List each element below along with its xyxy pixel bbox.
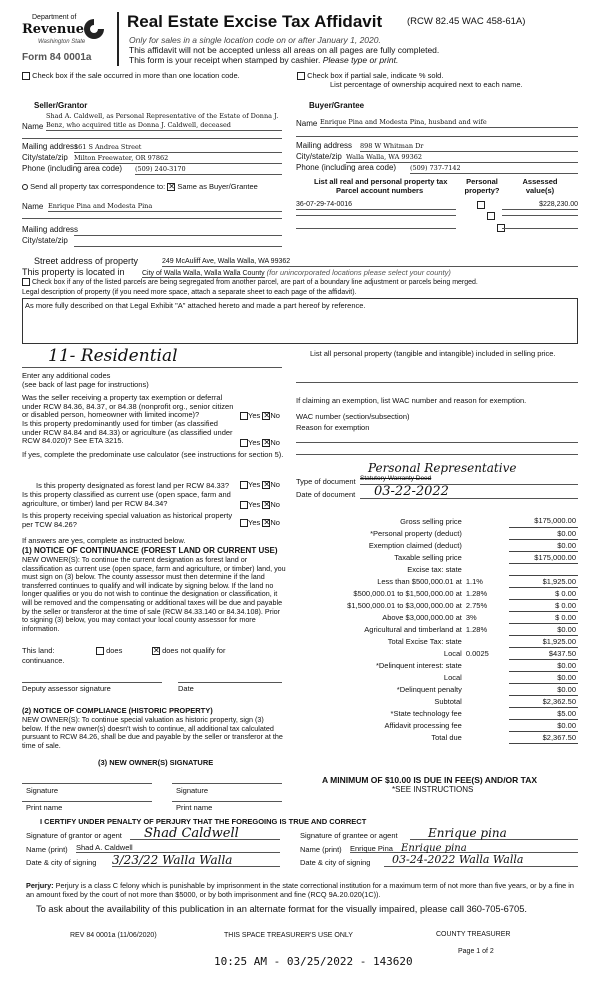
assessed-row-2[interactable]	[502, 215, 578, 216]
tax-row-label: Local	[443, 672, 462, 682]
seller-city-label: City/state/zip	[22, 153, 68, 162]
corr-name-label: Name	[22, 202, 44, 211]
tax-row-value[interactable]: $0.00	[509, 719, 578, 731]
page-number: Page 1 of 2	[458, 948, 494, 955]
tax-row-label: *State technology fee	[390, 708, 462, 718]
notice-1-body: NEW OWNER(S): To continue the current designation as forest land or classification as current use (open space, farm and agriculture, or timber) land, you must sign on (3) below. The county assessor must then determine if the land transferred continues to qualify and will indicate by signing below. If the land no longer qualifies or you do not wish to continue the designation or classification, it will be removed and the compensating or additional taxes will be due and payable by the seller or transferor at the time of sale (RCW 84.33.140 or 84.34.108). Prior to signing (3) below, you may contact your local county assessor for more information.	[22, 555, 286, 633]
state-label: Washington State	[38, 39, 86, 45]
personal-property-checkbox[interactable]	[477, 201, 485, 209]
tax-row	[296, 599, 578, 611]
question-2b: If yes, complete the predominate use calculator (see instructions for section 5).	[22, 450, 284, 459]
legal-label: Legal description of property (if you need more space, attach a separate sheet to each page of the affidavit).	[22, 289, 357, 296]
deputy-label: Deputy assessor signature	[22, 684, 111, 693]
corr-city-field[interactable]	[74, 236, 282, 247]
tax-row-label: Total due	[431, 732, 462, 742]
header-line-1: Only for sales in a single location code on or after January 1, 2020.	[129, 35, 381, 45]
tax-row-label: Total Excise Tax: state	[387, 636, 462, 646]
tax-row	[296, 527, 578, 539]
doc-type-label: Type of document	[296, 477, 356, 486]
sig-grantee-label: Signature of grantee or agent	[300, 831, 398, 840]
does-not-checkbox[interactable]	[152, 647, 160, 655]
personal-property-list: List all personal property (tangible and intangible) included in selling price.	[310, 349, 556, 358]
tax-row-label: Excise tax: state	[407, 564, 462, 574]
tax-row	[296, 563, 578, 575]
tax-row-label: Less than $500,000.01 at	[377, 576, 462, 586]
print-label-1: Print name	[26, 803, 63, 812]
tax-row-value[interactable]: $0.00	[509, 671, 578, 683]
assessed-value-field[interactable]: $228,230.00	[502, 199, 578, 210]
tax-row-label: Agricultural and timberland at	[364, 624, 462, 634]
parcel-header-2: Parcel account numbers	[336, 186, 424, 195]
print-name-line-2[interactable]	[172, 801, 282, 802]
tax-row	[296, 719, 578, 731]
checkbox[interactable]	[22, 184, 28, 190]
located-field[interactable]: City of Walla Walla, Walla Walla County (for unincorporated locations please select your county)	[142, 268, 451, 277]
land-cont: continuance.	[22, 656, 65, 665]
alt-format-text: To ask about the availability of this publication in an alternate format for the visually impaired, please call 360-705-6705.	[36, 904, 527, 914]
buyer-heading: Buyer/Grantee	[309, 101, 365, 110]
buyer-blank-line	[296, 136, 578, 137]
tax-row-label: Subtotal	[434, 696, 462, 706]
notice-3-title: (3) NEW OWNER(S) SIGNATURE	[98, 758, 214, 767]
tax-row-value[interactable]: $0.00	[509, 659, 578, 671]
segregated-row[interactable]: Check box if any of the listed parcels are being segregated from another parcel, are part of a boundary line adjustment or parcels being merged.	[22, 278, 478, 286]
corr-mail-label: Mailing address	[22, 225, 79, 234]
legal-description-box[interactable]: As more fully described on that Legal Exhibit "A" attached hereto and made a part hereof by reference.	[22, 298, 578, 344]
buyer-mail-field[interactable]: 898 W Whitman Dr	[360, 141, 578, 152]
reason-line-2[interactable]	[296, 454, 578, 455]
use-label-1: Enter any additional codes	[22, 371, 111, 380]
same-as-buyer-checkbox[interactable]	[167, 183, 175, 191]
q3-answers: Yes ✕ No	[240, 480, 280, 489]
seller-name-label: Name	[22, 122, 44, 131]
tax-row-rate: 1.28%	[465, 624, 488, 634]
doc-date-label: Date of document	[296, 490, 356, 499]
doc-type-field[interactable]: Statutory Warranty Deed	[360, 475, 578, 485]
tax-row-label: *Personal property (deduct)	[370, 528, 462, 538]
grantor-name-label: Name (print)	[26, 845, 68, 854]
swoosh-icon	[82, 17, 106, 39]
tax-row-rate	[464, 707, 509, 719]
land-not: ✕ does not qualify for	[152, 646, 225, 655]
located-label: This property is located in	[22, 267, 125, 277]
tax-row	[296, 515, 578, 527]
correspondence-row: Send all property tax correspondence to: ✕ Same as Buyer/Grantee	[22, 182, 258, 191]
agency-label: Revenue	[22, 22, 85, 37]
cashier-stamp: 10:25 AM - 03/25/2022 - 143620	[214, 955, 413, 968]
form-number: Form 84 0001a	[22, 52, 92, 63]
seller-name-line1: Shad A. Caldwell, as Personal Representative of the Estate of Donna J.	[46, 112, 279, 120]
tax-row-value[interactable]: $0.00	[509, 539, 578, 551]
tax-row-value[interactable]: $1,925.00	[509, 575, 578, 587]
seller-mail-label: Mailing address	[22, 142, 79, 151]
tax-row	[296, 623, 578, 635]
tax-row-label: Above $3,000,000.00 at	[382, 612, 462, 622]
tax-row-rate	[464, 563, 509, 575]
grantor-date-field[interactable]: 3/23/22 Walla Walla	[112, 853, 280, 867]
tax-row	[296, 707, 578, 719]
tax-row-rate: 2.75%	[465, 600, 488, 610]
doc-type-handwritten: Personal Representative	[368, 461, 517, 475]
tax-row-value[interactable]: $ 0.00	[509, 587, 578, 599]
assessed-row-3[interactable]	[502, 228, 578, 229]
tax-row	[296, 671, 578, 683]
tax-row-value[interactable]: $175,000.00	[509, 515, 578, 527]
buyer-phone-label: Phone (including area code)	[296, 163, 397, 172]
tax-row	[296, 575, 578, 587]
multi-location-row[interactable]: Check box if the sale occurred in more than one location code.	[22, 71, 240, 80]
tax-row-rate: 0.0025	[465, 648, 489, 658]
header-line-2: This affidavit will not be accepted unless all areas on all pages are fully completed.	[129, 45, 440, 55]
perjury-text: Perjury: Perjury is a class C felony which is punishable by imprisonment in the state correctional institution for a maximum term of not more than five years, or by a fine in an amount fixed by the court of not more than $5000, or by both imprisonment and fine (RCQ 9A.20.020(1C)).	[26, 881, 574, 899]
exemption-label: If claiming an exemption, list WAC number and reason for exemption.	[296, 396, 527, 405]
new-owner-sig-2[interactable]	[172, 783, 282, 784]
tax-row-value[interactable]: $0.00	[509, 623, 578, 635]
grantor-name-field[interactable]: Shad A. Caldwell	[76, 843, 280, 853]
doc-date-field[interactable]: 03-22-2022	[360, 484, 578, 499]
header-line-3: This form is your receipt when stamped by cashier. Please type or print.	[129, 55, 399, 65]
tax-row-value[interactable]: $2,367.50	[509, 731, 578, 743]
buyer-name-label: Name	[296, 119, 318, 128]
checkbox[interactable]	[297, 72, 305, 80]
grantee-date-field[interactable]: 03-24-2022 Walla Walla	[384, 853, 578, 867]
tax-row-rate	[464, 695, 509, 707]
tax-row-value[interactable]: $437.50	[509, 647, 578, 659]
yes-checkbox[interactable]	[240, 501, 248, 509]
sig-grantee-field[interactable]: Enrique pina	[410, 826, 578, 840]
print-name-line-1[interactable]	[22, 801, 152, 802]
yes-checkbox[interactable]	[240, 439, 248, 447]
corr-mail-field[interactable]	[74, 225, 282, 236]
street-label: Street address of property	[34, 256, 139, 266]
buyer-mail-label: Mailing address	[296, 141, 353, 150]
q2-answers: Yes ✕ No	[240, 438, 280, 447]
tax-row-value[interactable]: $ 0.00	[509, 599, 578, 611]
minimum-line-2: *SEE INSTRUCTIONS	[392, 785, 474, 794]
buyer-city-label: City/state/zip	[296, 152, 342, 161]
no-checkbox[interactable]	[262, 439, 270, 447]
header-divider	[117, 12, 119, 66]
question-3: Is this property designated as forest land per RCW 84.33?	[36, 481, 230, 490]
buyer-name-field[interactable]: Enrique Pina and Modesta Pina, husband and wife	[320, 117, 578, 128]
rev-label: REV 84 0001a (11/06/2020)	[70, 932, 157, 939]
does-checkbox[interactable]	[96, 647, 104, 655]
personal-header: Personal property?	[464, 177, 500, 195]
no-checkbox[interactable]	[262, 481, 270, 489]
tax-row-rate	[464, 719, 509, 731]
tax-row	[296, 635, 578, 647]
tax-row-label: Local	[443, 648, 462, 658]
seller-blank-line	[22, 138, 282, 139]
tax-row-rate	[464, 551, 509, 563]
parcel-header-1: List all real and personal property tax	[314, 177, 448, 186]
corr-name-field[interactable]: Enrique Pina and Modesta Pina	[48, 201, 282, 212]
tax-row-value[interactable]	[509, 563, 578, 575]
tax-row-rate	[464, 527, 509, 539]
tax-row-value[interactable]: $0.00	[509, 683, 578, 695]
tax-row-value[interactable]: $0.00	[509, 527, 578, 539]
seller-city-field[interactable]: Milton Freewater, OR 97862	[74, 153, 282, 164]
certify-heading: I CERTIFY UNDER PENALTY OF PERJURY THAT THE FOREGOING IS TRUE AND CORRECT	[40, 817, 367, 826]
tax-row-rate	[464, 671, 509, 683]
notice-2-body: NEW OWNER(S): To continue special valuation as historic property, sign (3) below. If the new owner(s) doesn't wish to continue, all additional tax calculated pursuant to RCW 84.26, shall be due and payable by the seller or transferor at the time of sale.	[22, 715, 283, 750]
tax-row-value[interactable]: $2,362.50	[509, 695, 578, 707]
yes-checkbox[interactable]	[240, 481, 248, 489]
tax-row-label: Gross selling price	[400, 516, 462, 526]
tax-row	[296, 659, 578, 671]
checkbox[interactable]	[22, 72, 30, 80]
revenue-logo	[22, 14, 108, 50]
deputy-date-line[interactable]	[178, 682, 282, 683]
sig-grantor-field[interactable]: Shad Caldwell	[130, 826, 280, 840]
tax-row	[296, 539, 578, 551]
tax-row-rate	[464, 683, 509, 695]
tax-row	[296, 695, 578, 707]
seller-mail-field[interactable]: 161 S Andrea Street	[74, 142, 282, 153]
grantee-name-field[interactable]: Enrique Pina Enrique pina	[350, 843, 578, 853]
corr-city-label: City/state/zip	[22, 236, 68, 245]
sig-grantor-label: Signature of grantor or agent	[26, 831, 122, 840]
seller-name-field[interactable]: Benz, who acquired title as Donna J. Caldwell, deceased	[46, 120, 282, 131]
grantee-date-label: Date & city of signing	[300, 858, 371, 867]
tax-row-label: Exemption claimed (deduct)	[368, 540, 462, 550]
no-checkbox[interactable]	[262, 519, 270, 527]
parcel-row-2[interactable]	[296, 215, 456, 216]
wac-label: WAC number (section/subsection)	[296, 412, 410, 421]
grantor-date-label: Date & city of signing	[26, 858, 97, 867]
reason-line-1[interactable]	[296, 442, 578, 443]
deputy-sig-line[interactable]	[22, 682, 162, 683]
form-rcw: (RCW 82.45 WAC 458-61A)	[407, 16, 526, 27]
notice-1-title: (1) NOTICE OF CONTINUANCE (FOREST LAND OR CURRENT USE)	[22, 546, 278, 555]
new-owner-sig-1[interactable]	[22, 783, 152, 784]
no-checkbox[interactable]	[262, 501, 270, 509]
no-checkbox[interactable]	[262, 412, 270, 420]
question-5: Is this property receiving special valuation as historical property per TCW 84.26?	[22, 511, 233, 529]
tax-row-label: Taxable selling price	[394, 552, 462, 562]
partial-sale-sub: List percentage of ownership acquired next to each name.	[330, 80, 523, 89]
land-does: does	[96, 646, 122, 655]
parcel-row-3[interactable]	[296, 228, 456, 229]
partial-sale-row[interactable]: Check box if partial sale, indicate % sold.	[297, 71, 443, 80]
tax-row	[296, 731, 578, 743]
grantee-name-label: Name (print)	[300, 845, 342, 854]
checkbox[interactable]	[22, 278, 30, 286]
county-treasurer-label: COUNTY TREASURER	[436, 931, 511, 938]
department-label: Department of	[32, 14, 77, 21]
tax-row	[296, 647, 578, 659]
question-4: Is this property classified as current use (open space, farm and agriculture, or timber) land per RCW 84.34?	[22, 490, 231, 508]
sig-label-2: Signature	[176, 786, 209, 795]
print-label-2: Print name	[176, 803, 213, 812]
tax-row-value[interactable]: $1,925.00	[509, 635, 578, 647]
tax-row-label: *Delinquent penalty	[396, 684, 462, 694]
form-title: Real Estate Excise Tax Affidavit	[127, 12, 383, 31]
street-field[interactable]: 249 McAuliff Ave, Walla Walla, WA 99362	[162, 256, 578, 267]
tax-row-rate: 3%	[465, 612, 477, 622]
seller-phone-field[interactable]: (509) 240-3170	[135, 164, 282, 175]
corr-blank-line	[22, 218, 282, 219]
tax-row	[296, 611, 578, 623]
sig-label-1: Signature	[26, 786, 59, 795]
tax-table	[296, 515, 578, 744]
personal-property-checkbox[interactable]	[487, 212, 495, 220]
question-2: Is this property predominantly used for timber (as classified under RCW 84.84 and 84.33) or agriculture (as classified under RCW 84.020)? See ETA 3215.	[22, 419, 233, 445]
use-code-line	[22, 367, 282, 368]
buyer-city-field[interactable]: Walla Walla, WA 99362	[346, 152, 578, 163]
question-1: Was the seller receiving a property tax exemption or deferral under RCW 84.36, 84.37, or 84.38 (nonprofit org., senior citizen or disabled person, homeowner with limited income)?	[22, 393, 234, 419]
minimum-line-1: A MINIMUM OF $10.00 IS DUE IN FEE(S) AND/OR TAX	[322, 775, 538, 785]
tax-row-label: $500,000.01 to $1,500,000.00 at	[353, 588, 462, 598]
reason-label: Reason for exemption	[296, 423, 370, 432]
seller-heading: Seller/Grantor	[34, 101, 88, 110]
parcel-number-field[interactable]: 36-07-29-74-0016	[296, 199, 456, 210]
tax-row-rate	[464, 515, 509, 527]
buyer-phone-field[interactable]: (509) 737-7142	[410, 163, 578, 174]
deputy-date-label: Date	[178, 684, 194, 693]
tax-row	[296, 683, 578, 695]
tax-row-rate	[464, 635, 509, 647]
tax-row-rate	[464, 731, 509, 743]
seller-phone-label: Phone (including area code)	[22, 164, 123, 173]
tax-row-rate	[464, 539, 509, 551]
tax-row-rate	[464, 659, 509, 671]
tax-row-rate: 1.28%	[465, 588, 488, 598]
q1-answers: Yes ✕ No	[240, 411, 280, 420]
yes-checkbox[interactable]	[240, 519, 248, 527]
land-label: This land:	[22, 646, 55, 655]
assessed-header: Assessed value(s)	[522, 177, 558, 195]
answers-note: If answers are yes, complete as instructed below.	[22, 536, 186, 545]
notice-2-title: (2) NOTICE OF COMPLIANCE (HISTORIC PROPERTY)	[22, 706, 213, 715]
treasurer-only-label: THIS SPACE TREASURER'S USE ONLY	[224, 932, 353, 939]
tax-row	[296, 551, 578, 563]
tax-row	[296, 587, 578, 599]
personal-property-line[interactable]	[296, 382, 578, 383]
tax-row-rate: 1.1%	[465, 576, 483, 586]
use-code-handwritten[interactable]: 11- Residential	[48, 346, 178, 366]
tax-row-value[interactable]: $ 0.00	[509, 611, 578, 623]
yes-checkbox[interactable]	[240, 412, 248, 420]
q4-answers: Yes ✕ No	[240, 500, 280, 509]
tax-row-label: $1,500,000.01 to $3,000,000.00 at	[347, 600, 462, 610]
tax-row-value[interactable]: $5.00	[509, 707, 578, 719]
tax-row-label: *Delinquent interest: state	[375, 660, 462, 670]
q5-answers: Yes ✕ No	[240, 518, 280, 527]
tax-row-value[interactable]: $175,000.00	[509, 551, 578, 563]
tax-row-label: Affidavit processing fee	[384, 720, 462, 730]
use-label-2: (see back of last page for instructions)	[22, 380, 149, 389]
